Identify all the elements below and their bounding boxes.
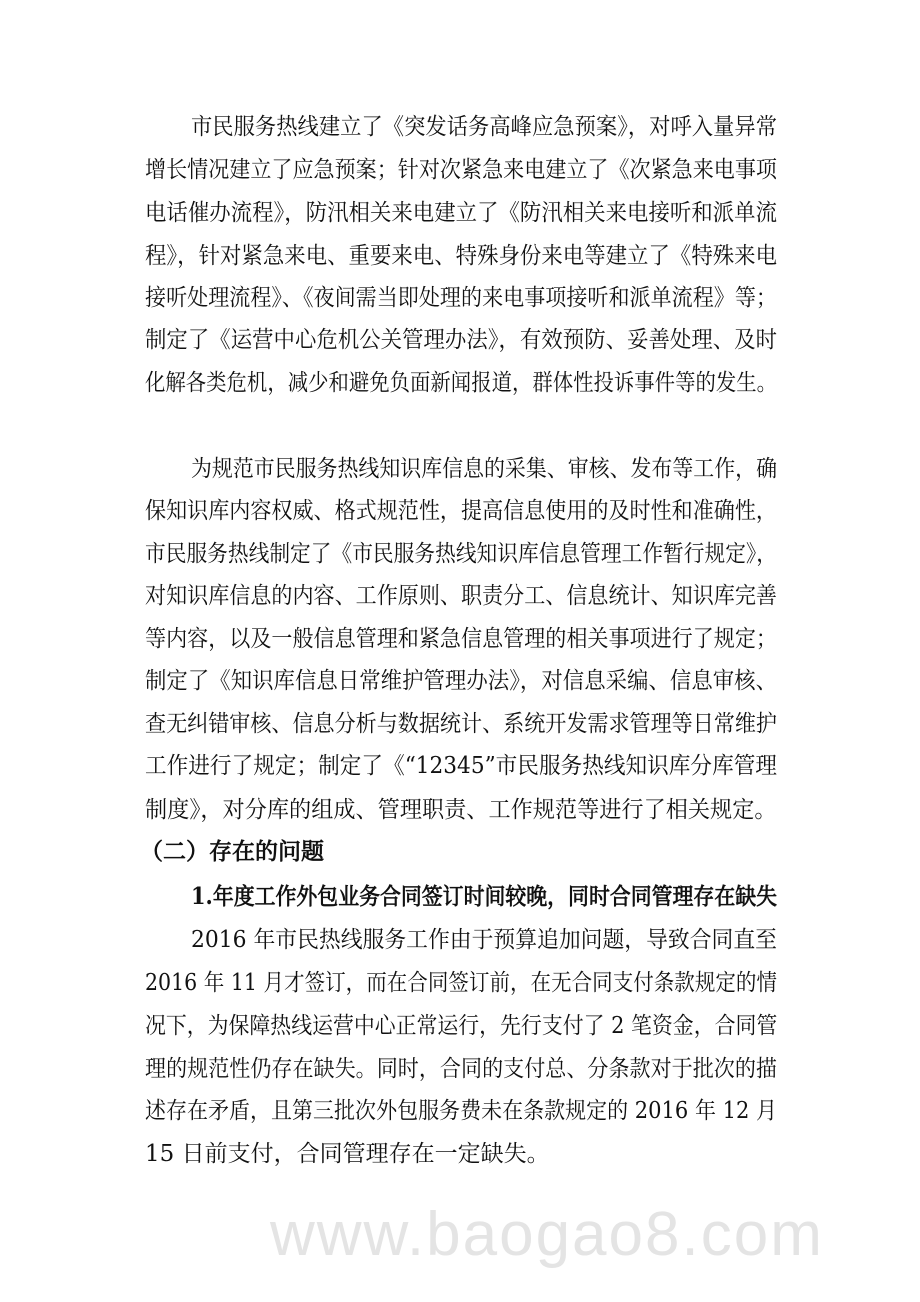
text-line: 制定了《知识库信息日常维护管理办法》，对信息采编、信息审核、: [145, 668, 777, 694]
text-line: 理的规范性仍存在缺失。同时，合同的支付总、分条款对于批次的描: [145, 1056, 777, 1082]
subsection-heading: 1.年度工作外包业务合同签订时间较晚，同时合同管理存在缺失: [191, 883, 778, 910]
text-line: 2016 年市民热线服务工作由于预算追加问题，导致合同直至: [191, 927, 777, 953]
watermark: www.baogao8.com: [270, 1200, 824, 1269]
text-line: 2016 年 11 月才签订，而在合同签订前，在无合同支付条款规定的情: [145, 970, 777, 996]
text-line: 市民服务热线建立了《突发话务高峰应急预案》，对呼入量异常: [191, 114, 777, 140]
text-line: 15 日前支付，合同管理存在一定缺失。: [145, 1141, 550, 1167]
text-line: 接听处理流程》、《夜间需当即处理的来电事项接听和派单流程》等；: [145, 285, 777, 311]
text-line: 等内容，以及一般信息管理和紧急信息管理的相关事项进行了规定；: [145, 626, 777, 652]
text-line: 制度》，对分库的组成、管理职责、工作规范等进行了相关规定。: [145, 797, 777, 823]
text-line: 述存在矛盾，且第三批次外包服务费未在条款规定的 2016 年 12 月: [145, 1098, 778, 1124]
text-line: 工作进行了规定；制定了《“12345”市民服务热线知识库分库管理: [145, 753, 777, 779]
text-line: 化解各类危机，减少和避免负面新闻报道，群体性投诉事件等的发生。: [145, 370, 777, 396]
text-line: 保知识库内容权威、格式规范性，提高信息使用的及时性和准确性，: [145, 498, 777, 524]
text-line: 市民服务热线制定了《市民服务热线知识库信息管理工作暂行规定》，: [145, 541, 777, 567]
text-line: 增长情况建立了应急预案；针对次紧急来电建立了《次紧急来电事项: [145, 157, 777, 183]
text-line: 电话催办流程》，防汛相关来电建立了《防汛相关来电接听和派单流: [145, 200, 777, 226]
text-line: 为规范市民服务热线知识库信息的采集、审核、发布等工作，确: [191, 456, 777, 482]
text-line: 制定了《运营中心危机公关管理办法》，有效预防、妥善处理、及时: [145, 327, 777, 353]
text-line: 程》，针对紧急来电、重要来电、特殊身份来电等建立了《特殊来电: [145, 243, 777, 269]
section-heading: （二）存在的问题: [140, 838, 324, 865]
text-line: 查无纠错审核、信息分析与数据统计、系统开发需求管理等日常维护: [145, 711, 777, 737]
text-line: 况下，为保障热线运营中心正常运行，先行支付了 2 笔资金，合同管: [145, 1013, 778, 1039]
text-line: 对知识库信息的内容、工作原则、职责分工、信息统计、知识库完善: [145, 583, 777, 609]
